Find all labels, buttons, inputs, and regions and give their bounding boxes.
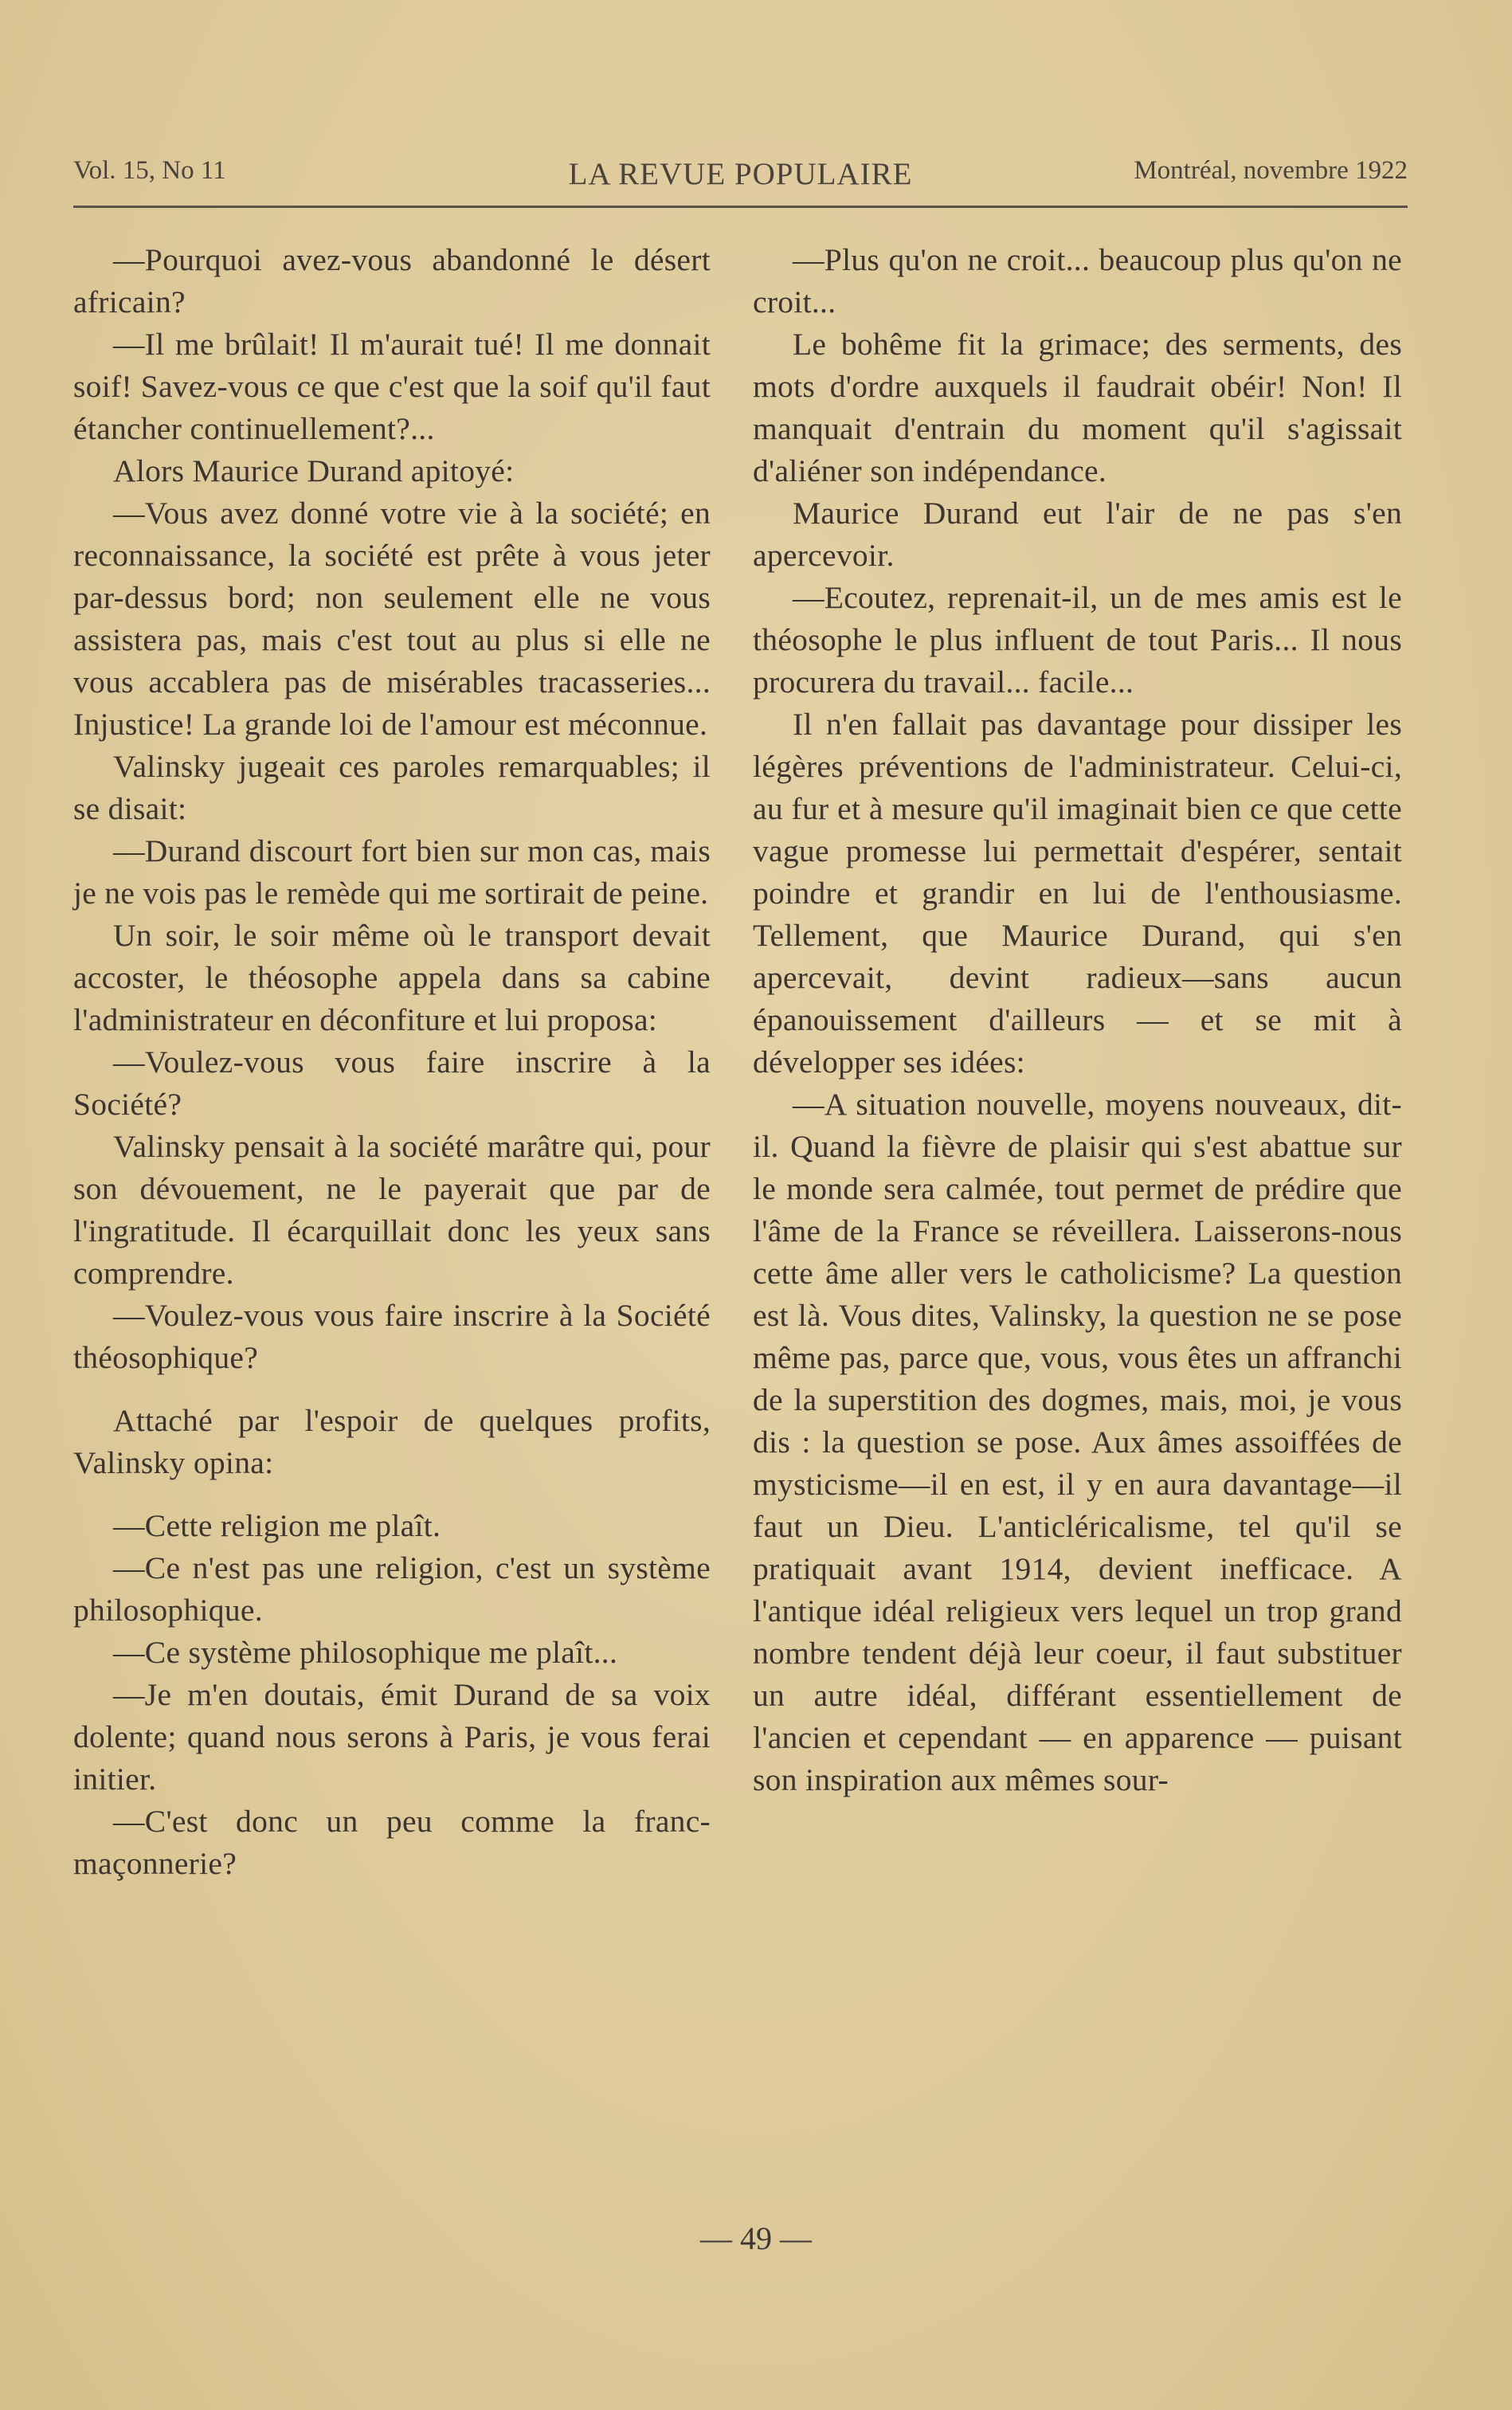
paragraph: Valinsky jugeait ces paroles remarquables; il se disait:	[73, 749, 711, 826]
paragraph: Attaché par l'espoir de quelques profits, Valinsky opina:	[73, 1403, 711, 1480]
paragraph: —C'est donc un peu comme la franc-maçonnerie?	[73, 1804, 711, 1881]
paragraph: Le bohême fit la grimace; des serments, des mots d'ordre auxquels il faudrait obéir! Non! Il manquait d'entrain du moment qu'il s'agissait d'aliéner son indépendance.	[753, 327, 1402, 488]
issue-date: Montréal, novembre 1922	[1134, 156, 1408, 185]
paragraph: —Cette religion me plaît.	[113, 1508, 441, 1543]
paragraph: —Durand discourt fort bien sur mon cas, mais je ne vois pas le remède qui me sortirait de peine.	[73, 833, 711, 911]
running-header	[73, 156, 1408, 204]
left-column	[73, 239, 711, 1885]
paragraph: —Voulez-vous vous faire inscrire à la Société théosophique?	[73, 1298, 711, 1375]
paragraph: Maurice Durand eut l'air de ne pas s'en apercevoir.	[753, 496, 1402, 573]
magazine-title: LA REVUE POPULAIRE	[568, 157, 913, 191]
paragraph: —Pourquoi avez-vous abandonné le désert africain?	[73, 242, 711, 319]
right-column	[753, 239, 1402, 1801]
paragraph: —Je m'en doutais, émit Durand de sa voix dolente; quand nous serons à Paris, je vous ferai initier.	[73, 1677, 711, 1797]
paragraph: —Plus qu'on ne croit... beaucoup plus qu'on ne croit...	[753, 242, 1402, 319]
paragraph: —Voulez-vous vous faire inscrire à la Société?	[73, 1044, 711, 1122]
paragraph: Un soir, le soir même où le transport devait accoster, le théosophe appela dans sa cabine l'administrateur en déconfiture et lui proposa:	[73, 918, 711, 1037]
paragraph: —Ecoutez, reprenait-il, un de mes amis est le théosophe le plus influent de tout Paris... Il nous procurera du travail... facile...	[753, 580, 1402, 699]
paragraph: —Ce système philosophique me plaît...	[113, 1635, 618, 1670]
header-rule	[73, 206, 1408, 208]
paragraph: Il n'en fallait pas davantage pour dissiper les légères préventions de l'administrateur. Celui-ci, au fur et à mesure qu'il imaginait bien ce que cette vague promesse lui permettait d'espérer, sentait poindre et grandir en lui de l'enthousiasme. Tellement, que Maurice Durand, qui s'en apercevait, devint radieux—sans aucun épanouissement d'ailleurs — et se mit à développer ses idées:	[753, 707, 1402, 1080]
volume-number: Vol. 15, No 11	[73, 156, 226, 185]
page-number: — 49 —	[700, 2220, 812, 2256]
paragraph: Valinsky pensait à la société marâtre qui, pour son dévouement, ne le payerait que par de l'ingratitude. Il écarquillait donc les yeux sans comprendre.	[73, 1129, 711, 1291]
paragraph: —Il me brûlait! Il m'aurait tué! Il me donnait soif! Savez-vous ce que c'est que la soif qu'il faut étancher continuellement?...	[73, 327, 711, 446]
paragraph: —Vous avez donné votre vie à la société; en reconnaissance, la société est prête à vous jeter par-dessus bord; non seulement elle ne vous assistera pas, mais c'est tout au plus si elle ne vous accablera pas de misérables tracasseries... Injustice! La grande loi de l'amour est méconnue.	[73, 496, 711, 742]
paragraph: Alors Maurice Durand apitoyé:	[113, 453, 515, 488]
paragraph: —Ce n'est pas une religion, c'est un système philosophique.	[73, 1550, 711, 1628]
paragraph: —A situation nouvelle, moyens nouveaux, dit-il. Quand la fièvre de plaisir qui s'est abattue sur le monde sera calmée, tout permet de prédire que l'âme de la France se réveillera. Laisserons-nous cette âme aller vers le catholicisme? La question est là. Vous dites, Valinsky, la question ne se pose même pas, parce que, vous, vous êtes un affranchi de la superstition des dogmes, mais, moi, je vous dis : la question se pose. Aux âmes assoiffées de mysticisme—il en est, il y en aura davantage—il faut un Dieu. L'anticléricalisme, tel qu'il se pratiquait avant 1914, devient inefficace. A l'antique idéal religieux vers lequel un trop grand nombre tendent déjà leur coeur, il faut substituer un autre idéal, différant essentiellement de l'ancien et cependant — en apparence — puisant son inspiration aux mêmes sour-	[753, 1087, 1402, 1797]
